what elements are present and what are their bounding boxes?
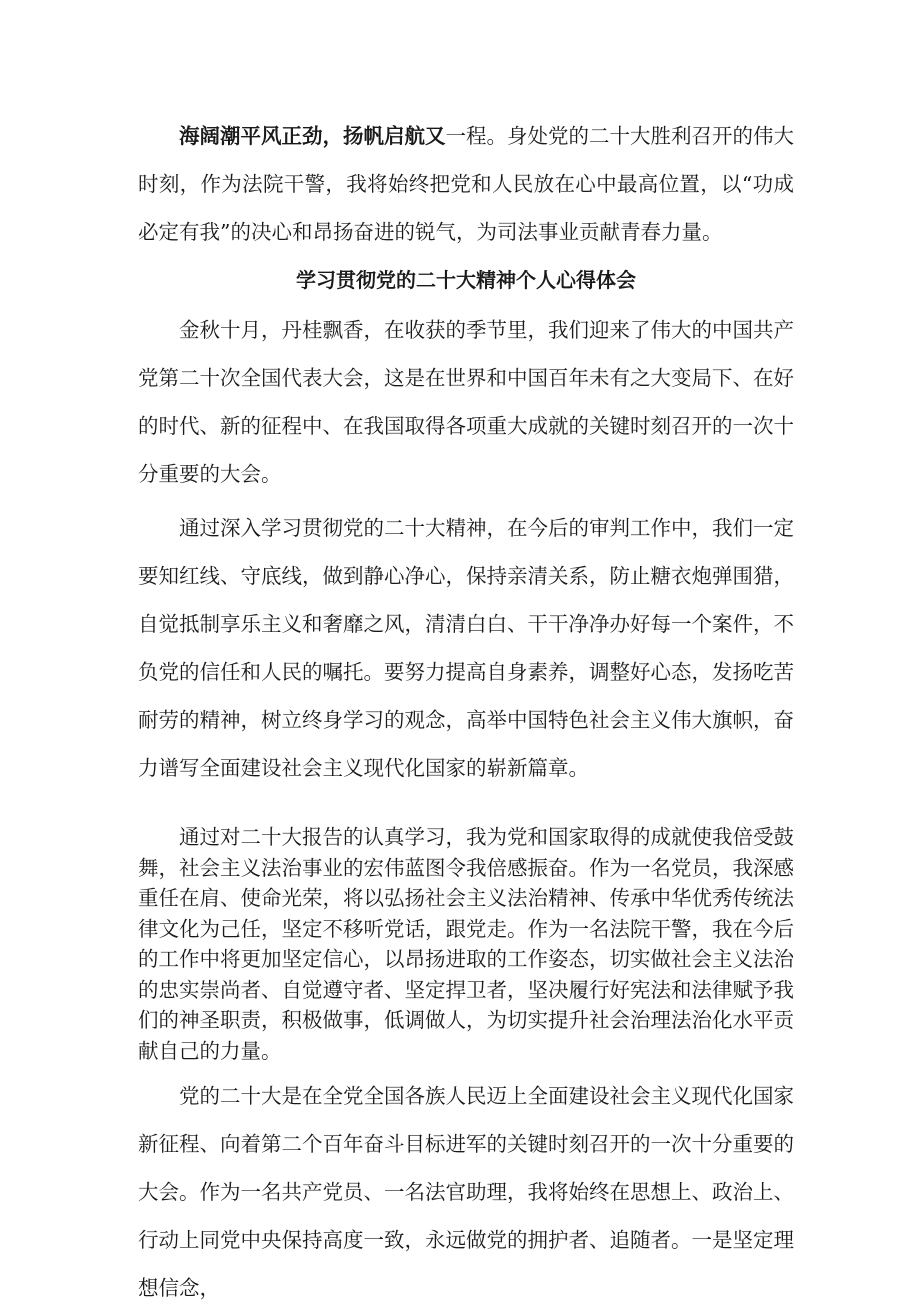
intro-text: 一程。身处党的二十大胜利召开的伟大时刻，作为法院干警，我将始终把党和人民放在心中最高位置，以“功成必定有我”的决心和昂扬奋进的锐气，为司法事业贡献青春力量。 [138,124,794,244]
intro-paragraph [138,112,794,256]
paragraph-2: 通过深入学习贯彻党的二十大精神，在今后的审判工作中，我们一定要知红线、守底线，做到静心净心，保持亲清关系，防止糖衣炮弹围猎，自觉抵制享乐主义和奢靡之风，清清白白、干干净净办好每一个案件，不负党的信任和人民的嘱托。要努力提高自身素养，调整好心态，发扬吃苦耐劳的精神，树立终身学习的观念，高举中国特色社会主义伟大旗帜，奋力谱写全面建设社会主义现代化国家的崭新篇章。 [138,516,794,780]
paragraph-4: 党的二十大是在全党全国各族人民迈上全面建设社会主义现代化国家新征程、向着第二个百年奋斗目标进军的关键时刻召开的一次十分重要的大会。作为一名共产党员、一名法官助理，我将始终在思想上、政治上、行动上同党中央保持高度一致，永远做党的拥护者、追随者。一是坚定理想信念， [138,1084,794,1300]
intro-bold-lead: 海阔潮平风正劲，扬帆启航又 [179,124,446,148]
paragraph-1: 金秋十月，丹桂飘香，在收获的季节里，我们迎来了伟大的中国共产党第二十次全国代表大会，这是在世界和中国百年未有之大变局下、在好的时代、新的征程中、在我国取得各项重大成就的关键时刻召开的一次十分重要的大会。 [138,318,794,486]
document-title: 学习贯彻党的二十大精神个人心得体会 [296,268,636,292]
document-page [138,112,794,1312]
paragraph-3: 通过对二十大报告的认真学习，我为党和国家取得的成就使我倍受鼓舞，社会主义法治事业的宏伟蓝图令我倍感振奋。作为一名党员，我深感重任在肩、使命光荣，将以弘扬社会主义法治精神、传承中华优秀传统法律文化为己任，坚定不移听党话，跟党走。作为一名法院干警，我在今后的工作中将更加坚定信心，以昂扬进取的工作姿态，切实做社会主义法治的忠实崇尚者、自觉遵守者、坚定捍卫者，坚决履行好宪法和法律赋予我们的神圣职责，积极做事，低调做人，为切实提升社会治理法治化水平贡献自己的力量。 [138,825,794,1063]
